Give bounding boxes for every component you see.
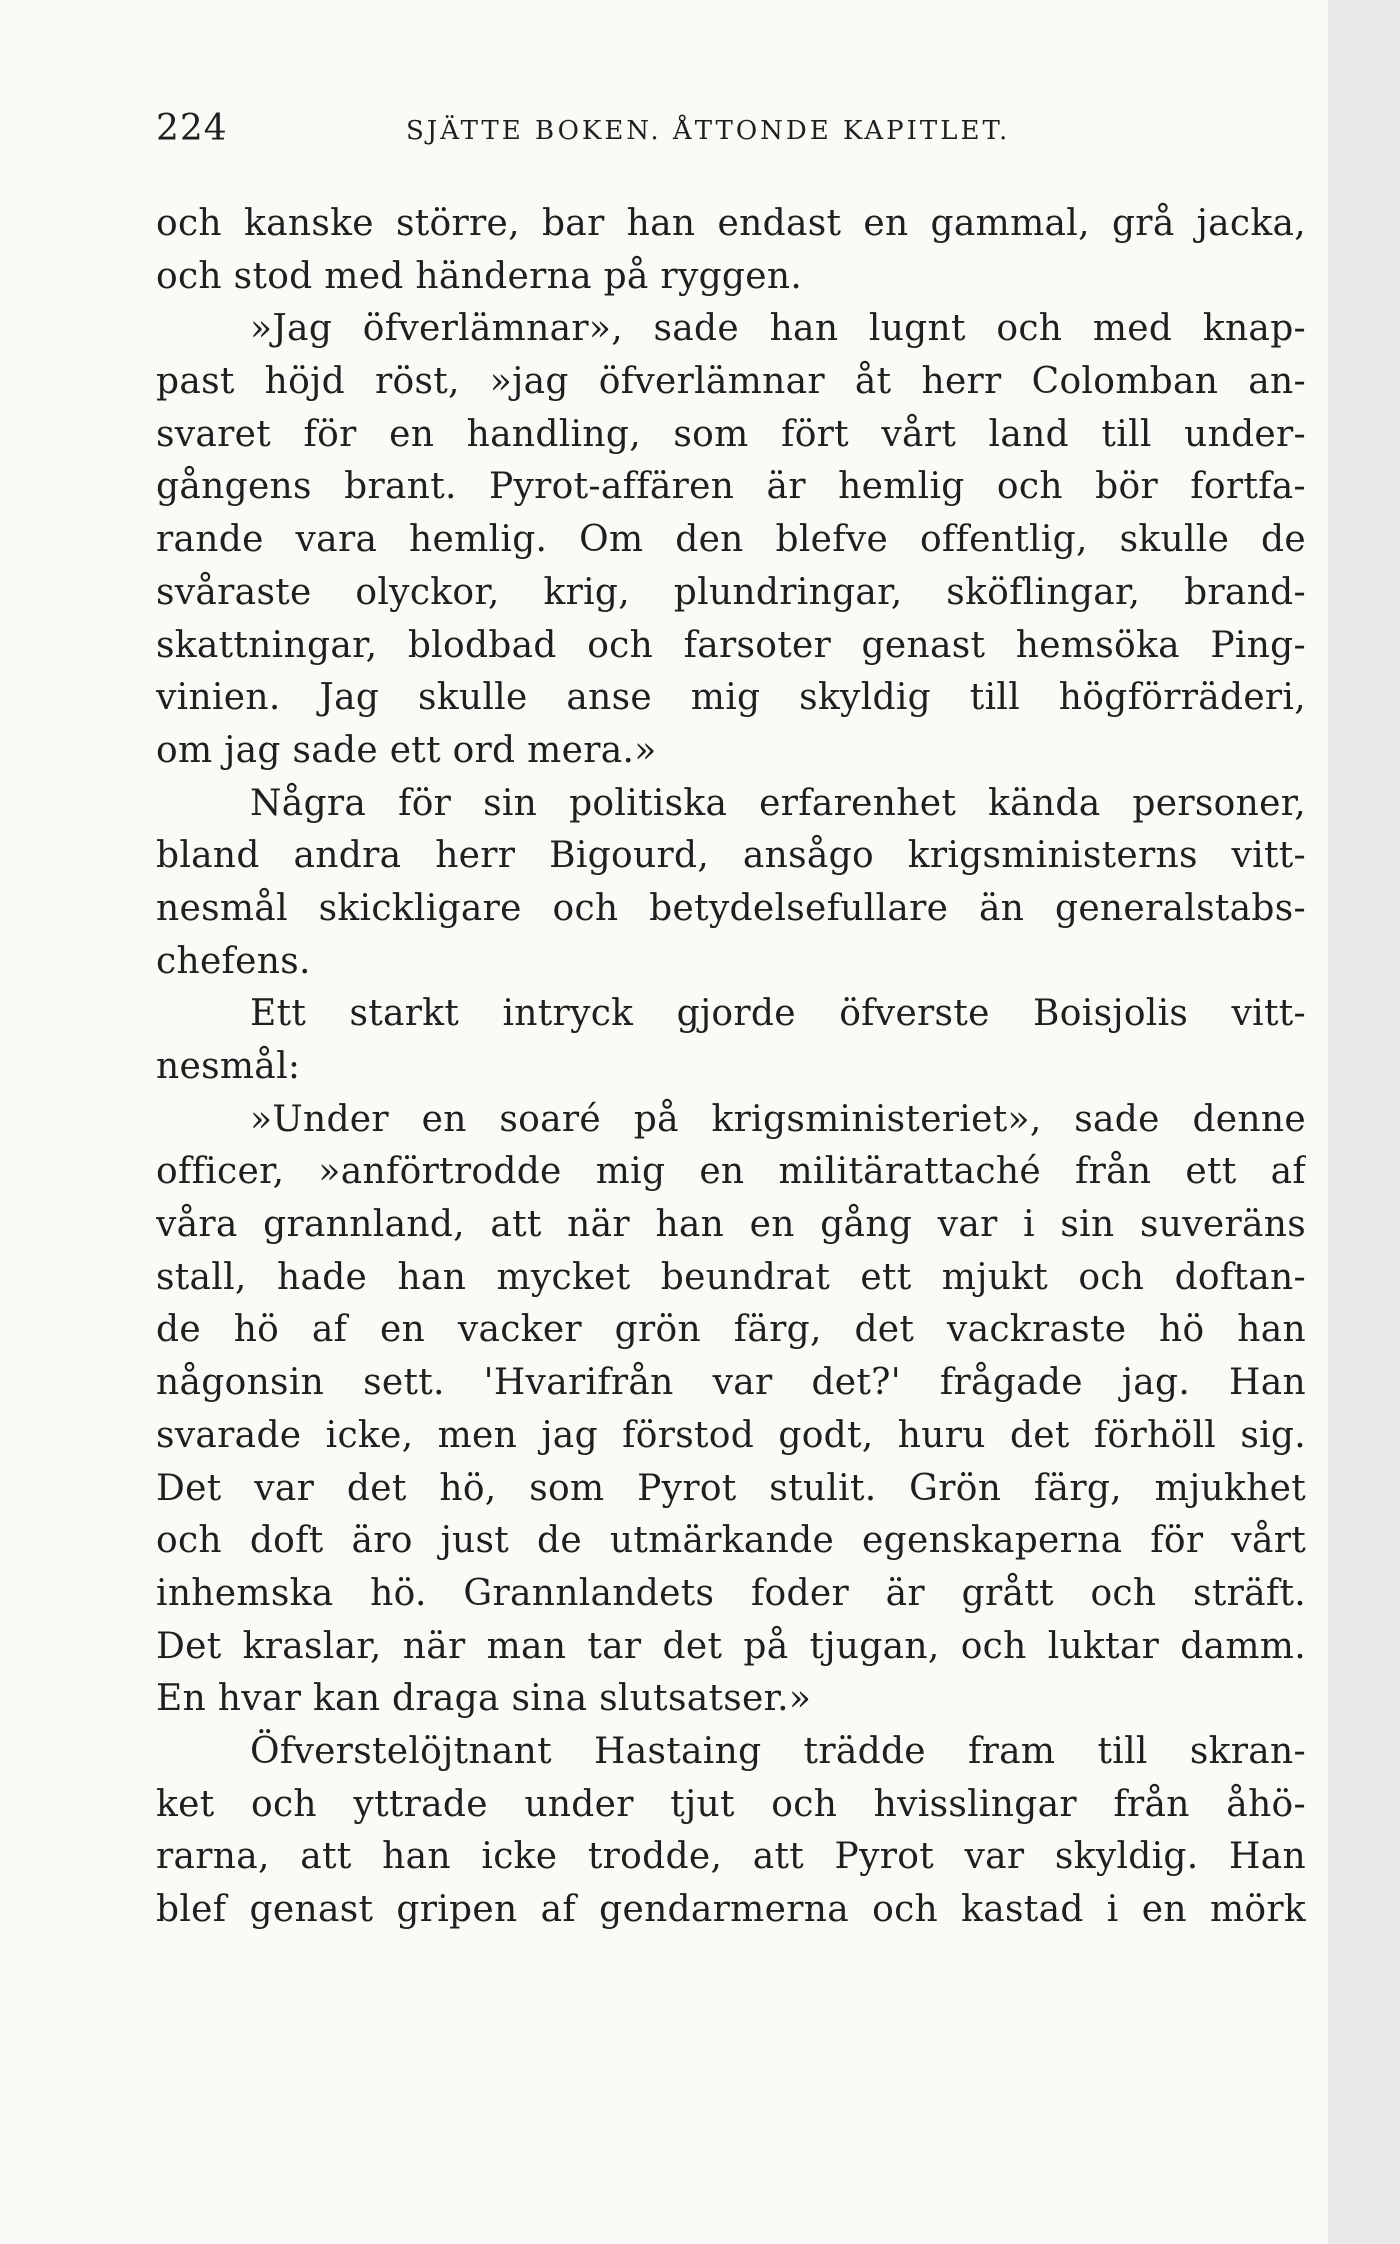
text-line: past höjd röst, »jag öfverlämnar åt herr Colomban an- xyxy=(156,361,1306,403)
text-line: någonsin sett. 'Hvarifrån var det?' frågade jag. Han xyxy=(156,1362,1306,1404)
text-line: om jag sade ett ord mera.» xyxy=(156,729,657,771)
text-line: Öfverstelöjtnant Hastaing trädde fram till skran- xyxy=(250,1730,1306,1772)
text-line: rande vara hemlig. Om den blefve offentlig, skulle de xyxy=(156,519,1306,561)
text-line: blef genast gripen af gendarmerna och kastad i en mörk xyxy=(156,1889,1306,1930)
body-text xyxy=(156,198,1306,1937)
text-line: svaret för en handling, som fört vårt land till under- xyxy=(156,413,1306,455)
text-line: våra grannland, att när han en gång var i sin suveräns xyxy=(156,1204,1306,1246)
text-line: ket och yttrade under tjut och hvisslingar från åhö- xyxy=(156,1783,1306,1825)
text-line: chefens. xyxy=(156,940,311,982)
text-line: gångens brant. Pyrot-affären är hemlig och bör fortfa- xyxy=(156,466,1306,508)
text-line: Det var det hö, som Pyrot stulit. Grön färg, mjukhet xyxy=(156,1467,1306,1509)
text-line: och kanske större, bar han endast en gammal, grå jacka, xyxy=(156,203,1306,244)
text-line: och doft äro just de utmärkande egenskaperna för vårt xyxy=(156,1520,1306,1562)
text-line: svarade icke, men jag förstod godt, huru det förhöll sig. xyxy=(156,1414,1306,1456)
text-line: rarna, att han icke trodde, att Pyrot var skyldig. Han xyxy=(156,1836,1306,1878)
page-header xyxy=(156,108,1304,158)
text-line: de hö af en vacker grön färg, det vackraste hö han xyxy=(156,1309,1306,1351)
text-line: nesmål skickligare och betydelsefullare än generalstabs- xyxy=(156,887,1306,929)
text-line: stall, hade han mycket beundrat ett mjukt och doftan- xyxy=(156,1256,1306,1298)
text-line: Det kraslar, när man tar det på tjugan, och luktar damm. xyxy=(156,1625,1306,1667)
text-line: bland andra herr Bigourd, ansågo krigsministerns vitt- xyxy=(156,835,1306,877)
text-line: Ett starkt intryck gjorde öfverste Boisjolis vitt- xyxy=(250,993,1306,1035)
page-edge xyxy=(1328,0,1400,2244)
page-number: 224 xyxy=(156,108,228,149)
text-line: vinien. Jag skulle anse mig skyldig till högförräderi, xyxy=(156,677,1306,719)
text-line: svåraste olyckor, krig, plundringar, sköflingar, brand- xyxy=(156,571,1306,613)
text-line: »Jag öfverlämnar», sade han lugnt och med knap- xyxy=(250,308,1306,350)
text-line: skattningar, blodbad och farsoter genast hemsöka Ping- xyxy=(156,624,1306,666)
text-line: inhemska hö. Grannlandets foder är grått och sträft. xyxy=(156,1572,1306,1614)
text-line: »Under en soaré på krigsministeriet», sade denne xyxy=(250,1098,1306,1140)
text-line: Några för sin politiska erfarenhet kända personer, xyxy=(250,782,1306,824)
text-line: nesmål: xyxy=(156,1046,301,1087)
text-line: officer, »anförtrodde mig en militärattaché från ett af xyxy=(156,1151,1306,1193)
text-line: En hvar kan draga sina slutsatser.» xyxy=(156,1678,812,1720)
running-head: SJÄTTE BOKEN. ÅTTONDE KAPITLET. xyxy=(406,116,1011,146)
text-line: och stod med händerna på ryggen. xyxy=(156,255,803,297)
